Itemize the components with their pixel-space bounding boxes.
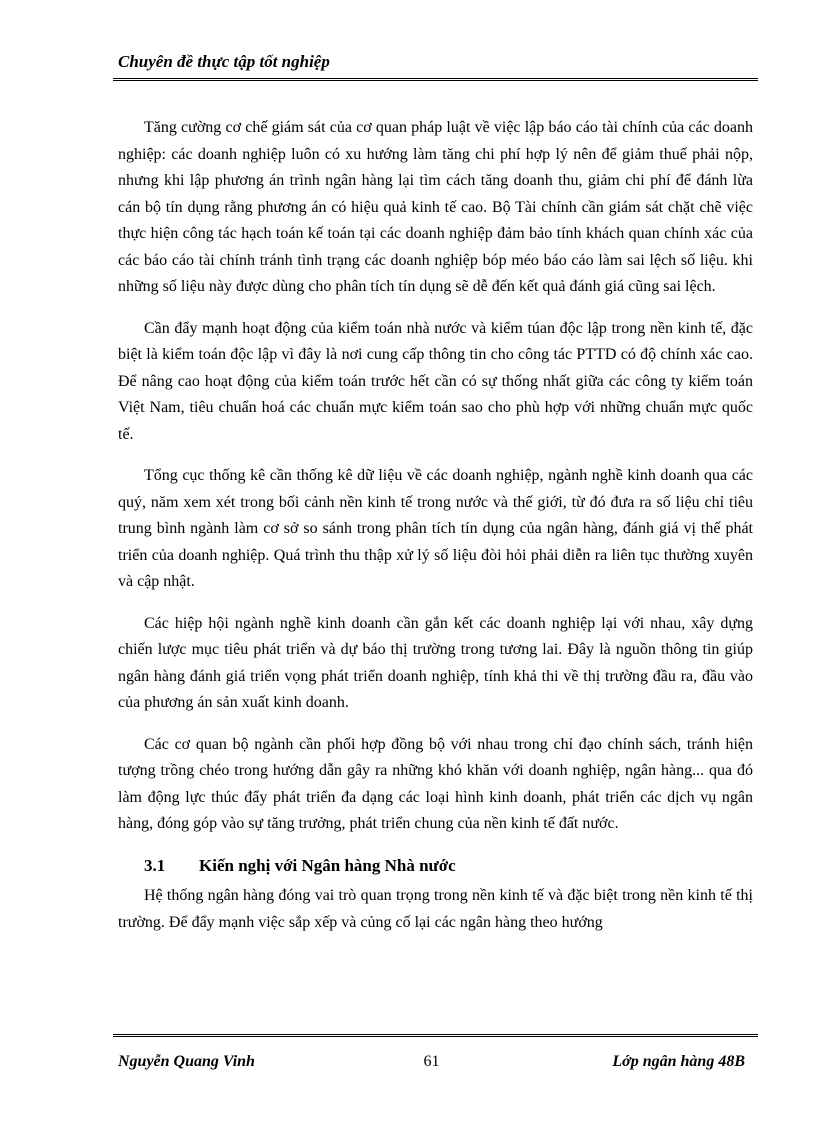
page-footer <box>118 1050 745 1074</box>
paragraph: Tổng cục thống kê cần thống kê dữ liệu về các doanh nghiệp, ngành nghề kinh doanh qua các quý, năm xem xét trong bối cảnh nền kinh tế trong nước và thế giới, từ đó đưa ra số liệu chỉ tiêu trung bình ngành làm cơ sở so sánh trong phân tích tín dụng của ngân hàng, đánh giá vị thế phát triển của doanh nghiệp. Quá trình thu thập xử lý số liệu đòi hỏi phải diễn ra liên tục thường xuyên và cập nhật. <box>118 467 753 590</box>
footer-class-name: Lớp ngân hàng 48B <box>612 1053 745 1070</box>
paragraph: Tăng cường cơ chế giám sát của cơ quan pháp luật về việc lập báo cáo tài chính của các doanh nghiệp: các doanh nghiệp luôn có xu hướng làm tăng chi phí hợp lý nên để giảm thuế phải nộp, nhưng khi lập phương án trình ngân hàng lại tìm cách tăng doanh thu, giảm chi phí để đánh lừa cán bộ tín dụng rằng phương án có hiệu quả kinh tế cao. Bộ Tài chính cần giám sát chặt chẽ việc thực hiện công tác hạch toán kế toán tại các doanh nghiệp đảm bảo tính khách quan chính xác của các báo cáo tài chính tránh tình trạng các doanh nghiệp bóp méo báo cáo làm sai lệch số liệu. khi những số liệu này được dùng cho phân tích tín dụng sẽ dễ đến kết quả đánh giá cũng sai lệch. <box>118 119 753 295</box>
page-header-title: Chuyên đề thực tập tốt nghiệp <box>118 52 330 71</box>
paragraph: Các cơ quan bộ ngành cần phối hợp đồng bộ với nhau trong chỉ đạo chính sách, tránh hiện tượng trồng chéo trong hướng dẫn gây ra những khó khăn với doanh nghiệp, ngân hàng... qua đó làm động lực thúc đẩy phát triển đa dạng các loại hình kinh doanh, phát triển các dịch vụ ngân hàng, đóng góp vào sự tăng trưởng, phát triển chung của nền kinh tế đất nước. <box>118 735 753 832</box>
footer-divider <box>113 1034 758 1037</box>
footer-author: Nguyễn Quang Vinh <box>118 1053 255 1070</box>
paragraph: Hệ thống ngân hàng đóng vai trò quan trọng trong nền kinh tế và đặc biệt trong nền kinh tế thị trường. Để đẩy mạnh việc sắp xếp và củng cố lại các ngân hàng theo hướng <box>118 887 753 931</box>
document-body <box>118 115 753 936</box>
header-divider <box>113 78 758 81</box>
section-heading <box>118 853 753 880</box>
paragraph: Cần đẩy mạnh hoạt động của kiểm toán nhà nước và kiểm túan độc lập trong nền kinh tế, đặc biệt là kiểm toán độc lập vì đây là nơi cung cấp thông tin cho công tác PTTD có độ chính xác cao. Để nâng cao hoạt động của kiểm toán trước hết cần có sự thống nhất giữa các công ty kiểm toán Việt Nam, tiêu chuẩn hoá các chuẩn mực kiểm toán sao cho phù hợp với những chuẩn mực quốc tế. <box>118 319 753 443</box>
page-number: 61 <box>423 1053 440 1070</box>
section-title: Kiến nghị với Ngân hàng Nhà nước <box>199 855 456 875</box>
paragraph: Các hiệp hội ngành nghề kinh doanh cần gắn kết các doanh nghiệp lại với nhau, xây dựng chiến lược mục tiêu phát triển và dự báo thị trường trong tương lai. Đây là nguồn thông tin giúp ngân hàng đánh giá triển vọng phát triển doanh nghiệp, tính khả thi về thị trường đầu ra, đầu vào của phương án sản xuất kinh doanh. <box>118 614 753 711</box>
section-number: 3.1 <box>144 855 166 875</box>
